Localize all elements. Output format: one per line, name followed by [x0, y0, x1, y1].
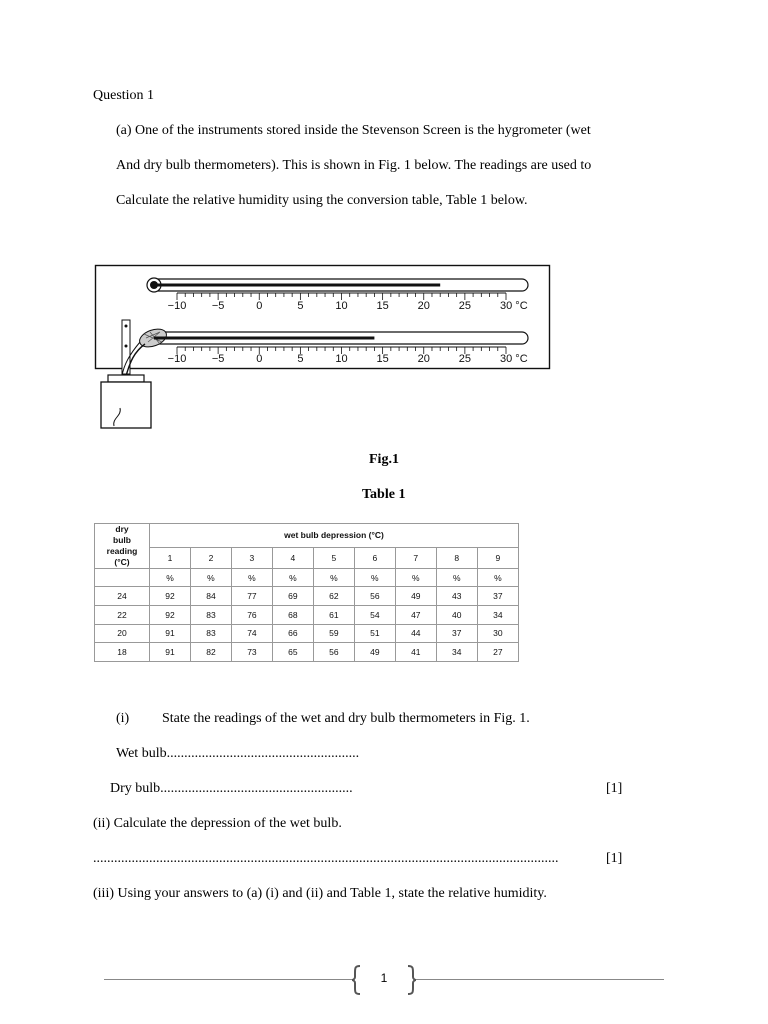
dry-bulb-scale — [168, 293, 528, 312]
humidity-cell: 82 — [190, 643, 231, 662]
relative-humidity-table — [94, 523, 519, 662]
scale-label: 15 — [376, 353, 389, 365]
scale-label: 25 — [458, 300, 471, 312]
scale-label: 5 — [297, 353, 304, 365]
humidity-cell: 76 — [231, 605, 272, 624]
depression-column-header: 3 — [231, 547, 272, 568]
unit-cell: % — [190, 569, 231, 587]
reservoir-lid — [108, 375, 144, 382]
humidity-cell: 84 — [190, 587, 231, 606]
depression-column-header: 6 — [354, 547, 395, 568]
scale-label: 25 — [458, 353, 471, 365]
water-reservoir — [101, 382, 151, 428]
unit-cell: % — [272, 569, 313, 587]
depression-column-header: 4 — [272, 547, 313, 568]
humidity-cell: 92 — [150, 587, 191, 606]
unit-cell: % — [150, 569, 191, 587]
humidity-cell: 40 — [436, 605, 477, 624]
humidity-cell: 41 — [395, 643, 436, 662]
humidity-cell: 54 — [354, 605, 395, 624]
scale-label: 0 — [256, 353, 263, 365]
unit-cell: % — [313, 569, 354, 587]
humidity-cell: 62 — [313, 587, 354, 606]
dry-bulb-cell: 20 — [95, 624, 150, 643]
humidity-cell: 27 — [477, 643, 518, 662]
scale-label: 15 — [376, 300, 389, 312]
humidity-cell: 65 — [272, 643, 313, 662]
humidity-cell: 34 — [436, 643, 477, 662]
humidity-cell: 73 — [231, 643, 272, 662]
dry-bulb-cell: 24 — [95, 587, 150, 606]
scale-label: −5 — [211, 353, 225, 365]
humidity-cell: 49 — [395, 587, 436, 606]
table-row — [95, 605, 519, 624]
humidity-cell: 74 — [231, 624, 272, 643]
wet-bulb-mercury — [154, 337, 374, 340]
humidity-cell: 47 — [395, 605, 436, 624]
humidity-cell: 43 — [436, 587, 477, 606]
unit-cell: % — [395, 569, 436, 587]
wet-bulb-answer-line[interactable]: Wet bulb....................................................... — [116, 746, 360, 761]
table-row — [95, 624, 519, 643]
dry-bulb-answer-line[interactable]: Dry bulb....................................................... — [110, 781, 353, 796]
unit-cell: % — [477, 569, 518, 587]
humidity-cell: 51 — [354, 624, 395, 643]
scale-label: 20 — [417, 300, 430, 312]
part-a-line-3: Calculate the relative humidity using the conversion table, Table 1 below. — [116, 193, 528, 208]
humidity-cell: 34 — [477, 605, 518, 624]
humidity-cell: 92 — [150, 605, 191, 624]
scale-label: 30 °C — [500, 353, 528, 365]
depression-column-header: 8 — [436, 547, 477, 568]
unit-cell: % — [354, 569, 395, 587]
unit-cell: % — [436, 569, 477, 587]
scale-label: 0 — [256, 300, 263, 312]
part-ii-text: (ii) Calculate the depression of the wet bulb. — [93, 816, 342, 831]
part-a-line-1: (a) One of the instruments stored inside the Stevenson Screen is the hygrometer (wet — [116, 123, 591, 138]
humidity-cell: 61 — [313, 605, 354, 624]
wet-bulb-depression-header: wet bulb depression (°C) — [150, 524, 519, 548]
scale-label: −5 — [211, 300, 225, 312]
unit-cell: % — [231, 569, 272, 587]
humidity-cell: 56 — [313, 643, 354, 662]
scale-label: 30 °C — [500, 300, 528, 312]
depression-column-header: 5 — [313, 547, 354, 568]
humidity-cell: 37 — [477, 587, 518, 606]
humidity-cell: 83 — [190, 624, 231, 643]
table-row — [95, 643, 519, 662]
depression-column-header: 7 — [395, 547, 436, 568]
part-iii-text: (iii) Using your answers to (a) (i) and (ii) and Table 1, state the relative humidity. — [93, 886, 547, 901]
table-row — [95, 587, 519, 606]
part-ii-mark: [1] — [606, 851, 623, 866]
wet-bulb-scale — [168, 347, 528, 365]
footer-rule-left — [104, 979, 354, 980]
depression-column-header: 2 — [190, 547, 231, 568]
depression-columns-row — [95, 547, 519, 568]
humidity-cell: 66 — [272, 624, 313, 643]
humidity-cell: 30 — [477, 624, 518, 643]
scale-label: −10 — [167, 353, 187, 365]
scale-label: 10 — [335, 353, 348, 365]
dry-bulb-cell: 22 — [95, 605, 150, 624]
figure-caption: Fig.1 — [369, 452, 399, 467]
depression-column-header: 9 — [477, 547, 518, 568]
humidity-cell: 68 — [272, 605, 313, 624]
footer-rule-right — [414, 979, 664, 980]
humidity-cell: 44 — [395, 624, 436, 643]
depression-column-header: 1 — [150, 547, 191, 568]
unit-row — [95, 569, 519, 587]
humidity-cell: 49 — [354, 643, 395, 662]
humidity-cell: 77 — [231, 587, 272, 606]
scale-label: 10 — [335, 300, 348, 312]
humidity-cell: 59 — [313, 624, 354, 643]
part-ii-answer-line[interactable]: ..................................................................................................................................... — [93, 851, 559, 866]
humidity-cell: 56 — [354, 587, 395, 606]
scale-label: 5 — [297, 300, 304, 312]
humidity-cell: 69 — [272, 587, 313, 606]
table-caption: Table 1 — [362, 487, 406, 502]
scale-label: −10 — [167, 300, 187, 312]
dry-bulb-mercury — [154, 284, 440, 287]
humidity-cell: 37 — [436, 624, 477, 643]
part-a-line-2: And dry bulb thermometers). This is shown in Fig. 1 below. The readings are used to — [116, 158, 592, 173]
part-i-label: (i) — [116, 711, 130, 726]
dry-bulb-cell: 18 — [95, 643, 150, 662]
hygrometer-figure — [90, 262, 560, 434]
question-title: Question 1 — [93, 88, 155, 103]
page-number: 1 — [380, 971, 388, 985]
part-i-mark: [1] — [606, 781, 623, 796]
humidity-cell: 91 — [150, 643, 191, 662]
humidity-cell: 91 — [150, 624, 191, 643]
humidity-cell: 83 — [190, 605, 231, 624]
part-i-text: State the readings of the wet and dry bulb thermometers in Fig. 1. — [162, 711, 530, 726]
scale-label: 20 — [417, 353, 430, 365]
dry-bulb-header: dry bulb reading (°C) — [95, 524, 150, 569]
